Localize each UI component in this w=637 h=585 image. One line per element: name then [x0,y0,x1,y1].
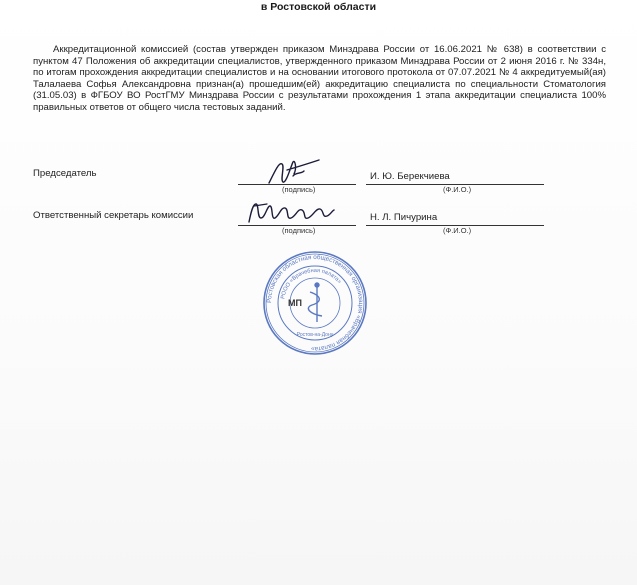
secretary-signature-caption: (подпись) [282,226,316,235]
secretary-signature-row [33,210,613,240]
stamp-outer-ring-text: Ростовская областная общественная организация «Врачебная палата» [265,253,365,353]
stamp-inner-ring-text: РООО «Врачебная палата» [280,267,343,300]
chairman-name-caption: (Ф.И.О.) [443,185,472,194]
caduceus-emblem-icon [308,283,322,322]
stamp-city-text: Ростов-на-Дону [296,332,334,338]
chairman-handwritten-signature [263,156,323,190]
accreditation-paragraph: Аккредитационной комиссией (состав утвержден приказом Минздрава России от 16.06.2021 № 638) в соответствии с пунктом 47 Положения об аккредитации специалистов, утвержденного приказом Минздрава России от 2 июня 2016 г. № 334н, по итогам прохождения аккредитации специалистов и на основании итогового протокола от 07.07.2021 № 4 аккредитуемый(ая) Талалаева Софья Александровна признан(а) прошедшим(ей) аккредитацию специалиста по специальности Стоматология (31.05.03) в ФГБОУ ВО РостГМУ Минздрава России с результатами прохождения 1 этапа аккредитации специалиста 100% правильных ответов от общего числа тестовых заданий. [33,44,606,113]
region-heading: в Ростовской области [260,1,377,13]
chairman-label: Председатель [33,168,97,179]
svg-text:РООО «Врачебная палата» [280,268,342,299]
secretary-name: Н. Л. Пичурина [370,212,438,223]
secretary-label: Ответственный секретарь комиссии [33,210,194,221]
secretary-handwritten-signature [245,198,337,228]
stamp-mp-label: МП [288,298,302,308]
chairman-name: И. Ю. Берекчиева [370,171,450,182]
chairman-signature-caption: (подпись) [282,185,316,194]
chairman-signature-row [33,168,613,198]
secretary-name-caption: (Ф.И.О.) [443,226,472,235]
organization-round-stamp [262,250,368,356]
